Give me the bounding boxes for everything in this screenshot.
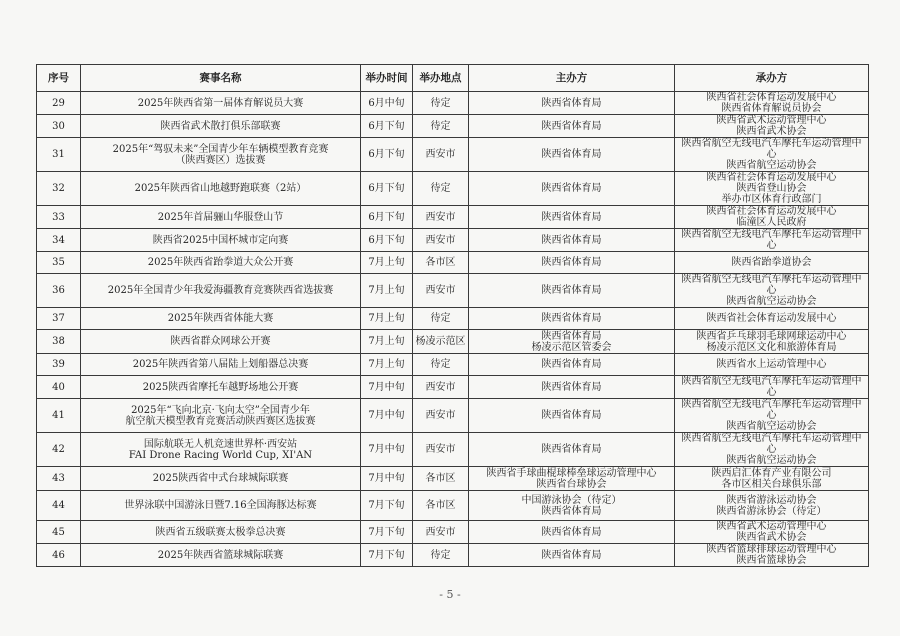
cell-place: 待定 xyxy=(413,544,469,567)
cell-organizer xyxy=(675,491,869,521)
cell-host xyxy=(469,308,675,330)
cell-name-line: FAI Drone Racing World Cup, XI'AN xyxy=(128,449,313,461)
cell-organizer xyxy=(675,172,869,206)
events-table xyxy=(36,64,869,567)
cell-date: 6月中旬 xyxy=(361,92,413,115)
cell-name-line: 2025年“驾驭未来”全国青少年车辆模型教育竞赛 xyxy=(112,143,329,155)
cell-place: 西安市 xyxy=(413,521,469,544)
cell-organizer xyxy=(675,521,869,544)
cell-place: 待定 xyxy=(413,308,469,330)
page-number: - 5 - xyxy=(439,588,461,601)
cell-no: 33 xyxy=(37,206,81,229)
cell-host-line: 陕西省手球曲棍球棒垒球运动管理中心 xyxy=(486,467,657,479)
cell-name-line: 2025陕西省摩托车越野场地公开赛 xyxy=(142,381,299,393)
cell-organizer-line: 陕西省武术运动管理中心 xyxy=(716,115,827,126)
cell-host-line: 陕西省体育局 xyxy=(541,330,602,342)
cell-no: 46 xyxy=(37,544,81,567)
cell-name xyxy=(81,354,361,376)
cell-name-line: 世界泳联中国游泳日暨7.16全国海豚达标赛 xyxy=(124,500,317,511)
cell-organizer-line: 陕西省篮球协会 xyxy=(736,555,807,566)
cell-date: 6月下旬 xyxy=(361,229,413,252)
cell-organizer-line: 陕西省社会体育运动发展中心 xyxy=(706,172,837,183)
cell-host xyxy=(469,521,675,544)
cell-host-line: 陕西省体育局 xyxy=(541,183,602,194)
cell-host-line: 陕西省体育局 xyxy=(541,410,602,421)
cell-place: 各市区 xyxy=(413,252,469,274)
cell-name-line: （陕西赛区）选拔赛 xyxy=(175,154,266,166)
cell-organizer xyxy=(675,330,869,354)
cell-host-line: 陕西省体育局 xyxy=(541,234,602,246)
cell-host-line: 陕西省体育局 xyxy=(541,549,602,561)
cell-host-line: 杨凌示范区管委会 xyxy=(531,341,612,353)
table-row xyxy=(37,252,869,274)
cell-name xyxy=(81,521,361,544)
table-row xyxy=(37,274,869,308)
cell-host-line: 陕西省体育局 xyxy=(541,505,602,517)
cell-name-line: 2025年陕西省体能大赛 xyxy=(167,313,274,324)
cell-name-line: 陕西省五级联赛太极拳总决赛 xyxy=(155,526,286,538)
cell-date: 6月下旬 xyxy=(361,172,413,206)
table-row xyxy=(37,433,869,467)
cell-organizer-line: 陕西省航空无线电汽车摩托车运动管理中心 xyxy=(681,274,862,296)
cell-place: 待定 xyxy=(413,92,469,115)
cell-place: 待定 xyxy=(413,115,469,138)
cell-host xyxy=(469,172,675,206)
cell-name-line: 2025年陕西省跆拳道大众公开赛 xyxy=(147,257,294,268)
table-body xyxy=(37,92,869,567)
cell-name xyxy=(81,308,361,330)
cell-name-line: 2025年陕西省第八届陆上划船器总决赛 xyxy=(132,359,309,370)
header-name: 赛事名称 xyxy=(81,65,361,92)
cell-name xyxy=(81,172,361,206)
cell-organizer xyxy=(675,92,869,115)
cell-host-line: 陕西省体育局 xyxy=(541,257,602,268)
cell-host-line: 陕西省体育局 xyxy=(541,97,602,109)
table-row xyxy=(37,544,869,567)
cell-host-line: 陕西省体育局 xyxy=(541,120,602,132)
cell-organizer-line: 陕西省体育解说员协会 xyxy=(721,103,822,114)
cell-date: 6月下旬 xyxy=(361,206,413,229)
cell-host xyxy=(469,399,675,433)
cell-name xyxy=(81,252,361,274)
cell-no: 38 xyxy=(37,330,81,354)
cell-no: 29 xyxy=(37,92,81,115)
cell-no: 40 xyxy=(37,376,81,399)
cell-organizer-line: 陕西省航空运动协会 xyxy=(726,160,817,171)
cell-organizer-line: 陕西省跆拳道协会 xyxy=(731,257,812,268)
cell-no: 44 xyxy=(37,491,81,521)
header-host: 主办方 xyxy=(469,65,675,92)
cell-name xyxy=(81,138,361,172)
cell-place: 西安市 xyxy=(413,376,469,399)
table-row xyxy=(37,491,869,521)
cell-host-line: 中国游泳协会（待定） xyxy=(521,494,622,506)
header-date: 举办时间 xyxy=(361,65,413,92)
cell-date: 7月上旬 xyxy=(361,274,413,308)
cell-place: 待定 xyxy=(413,354,469,376)
cell-organizer xyxy=(675,544,869,567)
table-row xyxy=(37,354,869,376)
cell-no: 32 xyxy=(37,172,81,206)
cell-host-line: 陕西省体育局 xyxy=(541,526,602,538)
cell-name-line: 2025年“飞向北京·飞向太空”全国青少年 xyxy=(131,404,310,416)
table-row xyxy=(37,138,869,172)
cell-organizer-line: 陕西省航空运动协会 xyxy=(726,455,817,466)
cell-date: 7月中旬 xyxy=(361,399,413,433)
cell-name xyxy=(81,433,361,467)
cell-place: 待定 xyxy=(413,172,469,206)
cell-organizer xyxy=(675,354,869,376)
cell-organizer xyxy=(675,252,869,274)
table-row xyxy=(37,206,869,229)
cell-no: 42 xyxy=(37,433,81,467)
table-row xyxy=(37,330,869,354)
cell-name-line: 2025年全国青少年我爱海疆教育竞赛陕西省选拔赛 xyxy=(107,285,334,296)
header-no: 序号 xyxy=(37,65,81,92)
cell-name-line: 2025年陕西省山地越野跑联赛（2站） xyxy=(134,183,307,194)
cell-host-line: 陕西省体育局 xyxy=(541,313,602,324)
cell-name-line: 2025陕西省中式台球城际联赛 xyxy=(152,473,289,484)
cell-place: 杨凌示范区 xyxy=(413,330,469,354)
cell-organizer-line: 临潼区人民政府 xyxy=(736,217,807,228)
cell-name xyxy=(81,467,361,491)
table-row xyxy=(37,467,869,491)
cell-organizer-line: 陕西省航空无线电汽车摩托车运动管理中心 xyxy=(681,229,862,251)
cell-organizer-line: 陕西省登山协会 xyxy=(736,183,807,194)
cell-name xyxy=(81,206,361,229)
cell-host xyxy=(469,544,675,567)
cell-date: 7月下旬 xyxy=(361,544,413,567)
cell-no: 35 xyxy=(37,252,81,274)
cell-place: 西安市 xyxy=(413,433,469,467)
cell-host xyxy=(469,433,675,467)
table-row xyxy=(37,376,869,399)
cell-name xyxy=(81,115,361,138)
cell-host xyxy=(469,252,675,274)
cell-date: 6月下旬 xyxy=(361,115,413,138)
cell-host xyxy=(469,274,675,308)
cell-host xyxy=(469,491,675,521)
cell-host-line: 陕西省体育局 xyxy=(541,285,602,296)
cell-host xyxy=(469,330,675,354)
cell-organizer-line: 举办市区体育行政部门 xyxy=(721,194,822,205)
cell-host-line: 陕西省台球协会 xyxy=(536,478,607,490)
cell-date: 7月中旬 xyxy=(361,467,413,491)
cell-date: 7月上旬 xyxy=(361,330,413,354)
cell-organizer-line: 陕西省航空无线电汽车摩托车运动管理中心 xyxy=(681,376,862,398)
cell-place: 西安市 xyxy=(413,206,469,229)
cell-host xyxy=(469,206,675,229)
cell-no: 36 xyxy=(37,274,81,308)
cell-no: 43 xyxy=(37,467,81,491)
cell-name xyxy=(81,491,361,521)
cell-name-line: 2025年陕西省第一届体育解说员大赛 xyxy=(137,97,304,109)
cell-name-line: 2025年陕西省篮球城际联赛 xyxy=(157,549,284,561)
header-organizer: 承办方 xyxy=(675,65,869,92)
table-row xyxy=(37,115,869,138)
table-row xyxy=(37,229,869,252)
cell-name xyxy=(81,544,361,567)
cell-host xyxy=(469,115,675,138)
cell-organizer-line: 陕西省航空无线电汽车摩托车运动管理中心 xyxy=(681,138,862,160)
cell-no: 34 xyxy=(37,229,81,252)
cell-organizer-line: 陕西省武术协会 xyxy=(736,126,807,137)
cell-no: 41 xyxy=(37,399,81,433)
table-row xyxy=(37,399,869,433)
cell-host-line: 陕西省体育局 xyxy=(541,381,602,393)
cell-organizer xyxy=(675,376,869,399)
cell-place: 各市区 xyxy=(413,467,469,491)
cell-name-line: 陕西省2025中国杯城市定向赛 xyxy=(152,234,289,246)
cell-date: 6月下旬 xyxy=(361,138,413,172)
table-row xyxy=(37,172,869,206)
cell-name-line: 国际航联无人机竞速世界杯·西安站 xyxy=(143,438,298,450)
cell-organizer xyxy=(675,115,869,138)
cell-host xyxy=(469,229,675,252)
cell-name-line: 陕西省武术散打俱乐部联赛 xyxy=(160,120,281,132)
cell-no: 37 xyxy=(37,308,81,330)
cell-host-line: 陕西省体育局 xyxy=(541,444,602,455)
cell-organizer-line: 杨凌示范区文化和旅游体育局 xyxy=(706,341,837,353)
cell-host xyxy=(469,138,675,172)
header-row xyxy=(37,65,869,92)
cell-place: 西安市 xyxy=(413,399,469,433)
cell-organizer-line: 陕西省游泳协会（待定） xyxy=(716,505,827,517)
cell-organizer-line: 陕西省水上运动管理中心 xyxy=(716,359,827,370)
cell-name xyxy=(81,376,361,399)
cell-organizer-line: 陕西省航空无线电汽车摩托车运动管理中心 xyxy=(681,433,862,455)
table-row xyxy=(37,92,869,115)
cell-organizer-line: 陕西省武术协会 xyxy=(736,532,807,543)
table-row xyxy=(37,521,869,544)
cell-host xyxy=(469,354,675,376)
cell-name xyxy=(81,330,361,354)
cell-organizer xyxy=(675,308,869,330)
cell-organizer-line: 陕西启汇体育产业有限公司 xyxy=(711,467,832,479)
cell-host-line: 陕西省体育局 xyxy=(541,149,602,160)
cell-name xyxy=(81,274,361,308)
cell-date: 7月下旬 xyxy=(361,521,413,544)
cell-no: 39 xyxy=(37,354,81,376)
cell-no: 31 xyxy=(37,138,81,172)
cell-date: 7月上旬 xyxy=(361,354,413,376)
cell-place: 西安市 xyxy=(413,138,469,172)
header-place: 举办地点 xyxy=(413,65,469,92)
cell-no: 45 xyxy=(37,521,81,544)
cell-place: 西安市 xyxy=(413,229,469,252)
cell-organizer-line: 陕西省航空无线电汽车摩托车运动管理中心 xyxy=(681,399,862,421)
cell-organizer-line: 陕西省乒乓球羽毛球网球运动中心 xyxy=(696,330,847,342)
cell-organizer-line: 陕西省航空运动协会 xyxy=(726,296,817,307)
cell-organizer xyxy=(675,399,869,433)
cell-place: 西安市 xyxy=(413,274,469,308)
cell-name xyxy=(81,399,361,433)
cell-place: 各市区 xyxy=(413,491,469,521)
cell-name-line: 2025年首届骊山华服登山节 xyxy=(157,211,284,223)
cell-host xyxy=(469,467,675,491)
cell-no: 30 xyxy=(37,115,81,138)
cell-host-line: 陕西省体育局 xyxy=(541,359,602,370)
cell-organizer-line: 陕西省社会体育运动发展中心 xyxy=(706,206,837,217)
cell-organizer xyxy=(675,206,869,229)
cell-organizer-line: 各市区相关台球俱乐部 xyxy=(721,478,822,490)
cell-organizer-line: 陕西省社会体育运动发展中心 xyxy=(706,313,837,324)
cell-organizer-line: 陕西省航空运动协会 xyxy=(726,421,817,432)
cell-date: 7月上旬 xyxy=(361,252,413,274)
cell-date: 7月上旬 xyxy=(361,308,413,330)
cell-organizer-line: 陕西省游泳运动协会 xyxy=(726,494,817,506)
cell-name xyxy=(81,229,361,252)
cell-organizer xyxy=(675,138,869,172)
cell-name-line: 陕西省群众网球公开赛 xyxy=(170,336,271,347)
cell-host-line: 陕西省体育局 xyxy=(541,211,602,223)
cell-organizer xyxy=(675,229,869,252)
cell-date: 7月中旬 xyxy=(361,376,413,399)
cell-name-line: 航空航天模型教育竞赛活动陕西赛区选拔赛 xyxy=(125,415,316,427)
cell-host xyxy=(469,376,675,399)
cell-name xyxy=(81,92,361,115)
cell-organizer-line: 陕西省篮球排球运动管理中心 xyxy=(706,544,837,555)
cell-organizer xyxy=(675,274,869,308)
cell-date: 7月中旬 xyxy=(361,433,413,467)
cell-organizer-line: 陕西省社会体育运动发展中心 xyxy=(706,92,837,103)
cell-organizer-line: 陕西省武术运动管理中心 xyxy=(716,521,827,532)
cell-host xyxy=(469,92,675,115)
cell-organizer xyxy=(675,467,869,491)
cell-date: 7月下旬 xyxy=(361,491,413,521)
cell-organizer xyxy=(675,433,869,467)
table-row xyxy=(37,308,869,330)
